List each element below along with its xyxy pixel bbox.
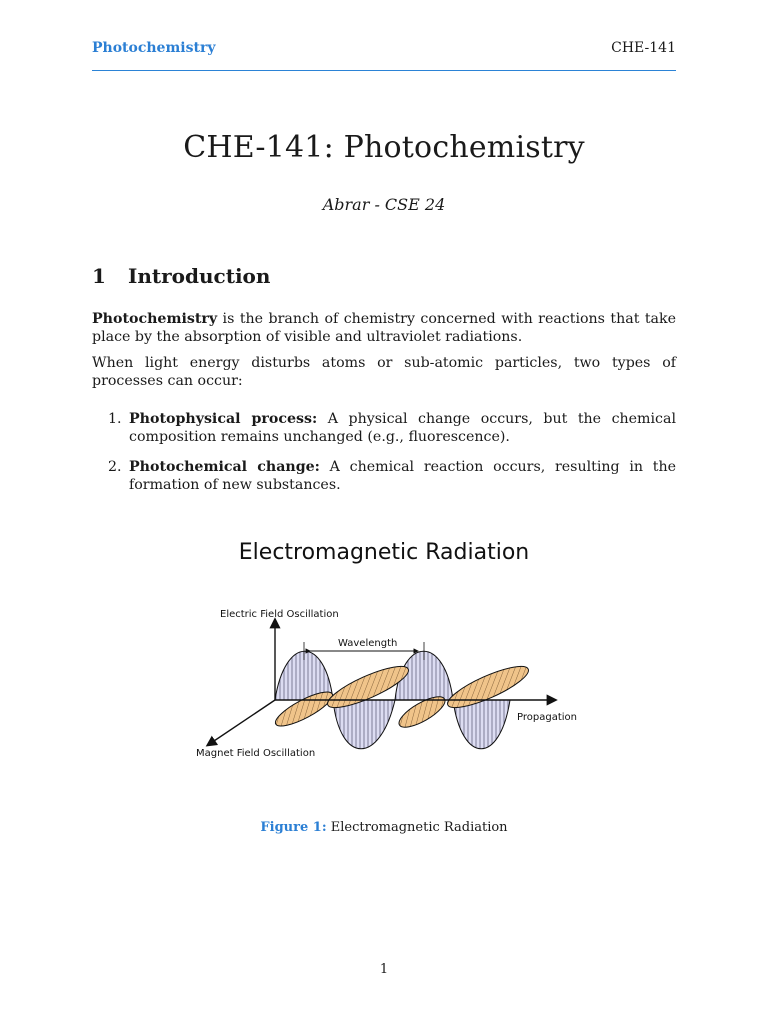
processes-paragraph: When light energy disturbs atoms or sub-atomic particles, two types of processes can occur: — [92, 355, 676, 389]
list-number: 2. — [108, 459, 122, 475]
intro-text: is the branch of chemistry concerned with reactions that take place by the absorption of visible and ultraviolet radiations. — [92, 311, 676, 345]
section-title: Introduction — [128, 264, 271, 288]
intro-paragraph — [92, 310, 676, 346]
author: Abrar - CSE 24 — [322, 195, 446, 214]
caption-label: Figure 1: — [260, 820, 327, 835]
figure-title: Electromagnetic Radiation — [238, 540, 530, 565]
magnet-label: Magnet Field Oscillation — [196, 748, 316, 759]
section-heading — [92, 264, 270, 288]
magnetic-axis — [208, 700, 275, 745]
page-number: 1 — [379, 962, 389, 977]
list-item-text: A physical change occurs, but the chemical composition remains unchanged (e.g., fluorescence). — [129, 411, 676, 445]
wavelength-label: Wavelength — [338, 638, 398, 649]
header-left: Photochemistry — [92, 40, 216, 56]
list-item-bold: Photophysical process: — [129, 411, 318, 427]
electric-label: Electric Field Oscillation — [220, 609, 339, 620]
intro-bold: Photochemistry — [92, 311, 218, 327]
list-number: 1. — [108, 411, 122, 427]
section-number: 1 — [92, 264, 106, 288]
list-item-bold: Photochemical change: — [129, 459, 320, 475]
propagation-label: Propagation — [517, 712, 577, 723]
figure-caption — [0, 820, 768, 835]
header-right: CHE-141 — [611, 40, 676, 56]
caption-text: Electromagnetic Radiation — [326, 820, 508, 835]
page-header — [92, 38, 676, 71]
em-wave-diagram — [190, 530, 580, 780]
list-item-text: A chemical reaction occurs, resulting in the formation of new substances. — [129, 459, 677, 493]
document-title: CHE-141: Photochemistry — [183, 130, 585, 165]
